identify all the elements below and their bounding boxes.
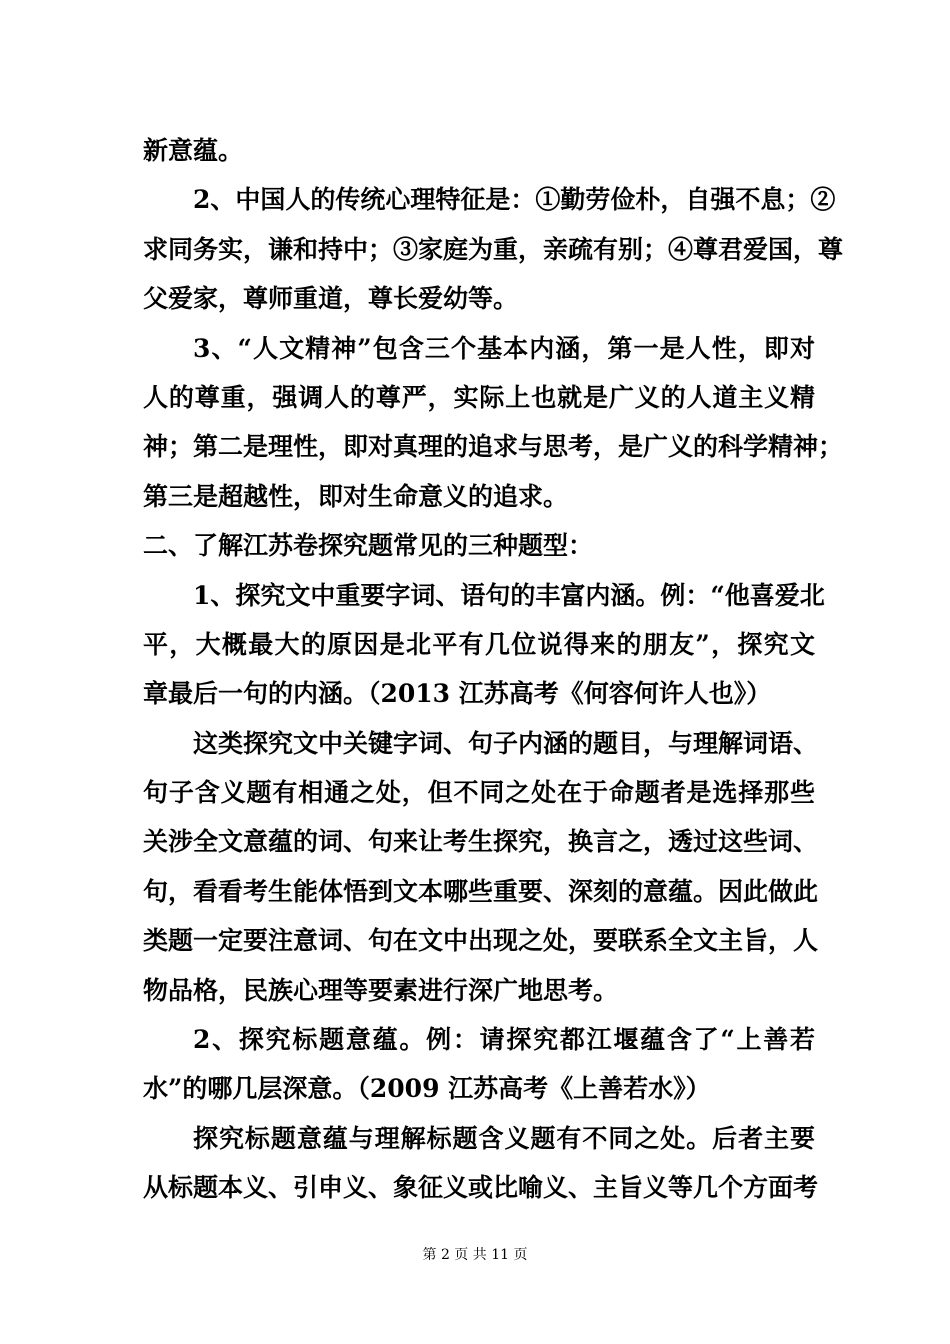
text-line: 水”的哪几层深意。（2009 江苏高考《上善若水》） xyxy=(143,1074,711,1104)
text-line: 父爱家，尊师重道，尊长爱幼等。 xyxy=(143,284,519,314)
text-line: 这类探究文中关键字词、句子内涵的题目，与理解词语、 xyxy=(193,728,819,758)
text-line: 平，大概最大的原因是北平有几位说得来的朋友”，探究文 xyxy=(143,629,815,659)
text-line: 句子含义题有相通之处，但不同之处在于命题者是选择那些 xyxy=(143,778,815,808)
text-line: 2、探究标题意蕴。例：请探究都江堰蕴含了“上善若 xyxy=(193,1025,815,1055)
text-line: 关涉全文意蕴的词、句来让考生探究，换言之，透过这些词、 xyxy=(143,827,819,857)
text-line: 2、中国人的传统心理特征是：①勤劳俭朴，自强不息；② xyxy=(193,185,836,215)
text-line: 第三是超越性，即对生命意义的追求。 xyxy=(143,481,569,511)
section-heading: 二、了解江苏卷探究题常见的三种题型： xyxy=(143,531,594,561)
text-line: 1、探究文中重要字词、语句的丰富内涵。例：“他喜爱北 xyxy=(193,580,825,610)
text-line: 物品格，民族心理等要素进行深广地思考。 xyxy=(143,975,619,1005)
text-line: 人的尊重，强调人的尊严，实际上也就是广义的人道主义精 xyxy=(143,382,815,412)
text-line: 神；第二是理性，即对真理的追求与思考，是广义的科学精神； xyxy=(143,432,844,462)
text-line: 从标题本义、引申义、象征义或比喻义、主旨义等几个方面考 xyxy=(143,1173,819,1203)
text-line: 3、“人文精神”包含三个基本内涵，第一是人性，即对 xyxy=(193,333,815,363)
text-line: 类题一定要注意词、句在文中出现之处，要联系全文主旨，人 xyxy=(143,926,819,956)
text-line: 句，看看考生能体悟到文本哪些重要、深刻的意蕴。因此做此 xyxy=(143,876,819,906)
page-footer: 第 2 页 共 11 页 xyxy=(422,1247,528,1263)
text-line: 求同务实，谦和持中；③家庭为重，亲疏有别；④尊君爱国，尊 xyxy=(143,234,844,264)
text-line: 章最后一句的内涵。（2013 江苏高考《何容何许人也》） xyxy=(143,679,772,709)
text-line: 新意蕴。 xyxy=(143,136,244,165)
body-text xyxy=(143,126,844,1213)
text-line: 探究标题意蕴与理解标题含义题有不同之处。后者主要 xyxy=(193,1123,815,1153)
